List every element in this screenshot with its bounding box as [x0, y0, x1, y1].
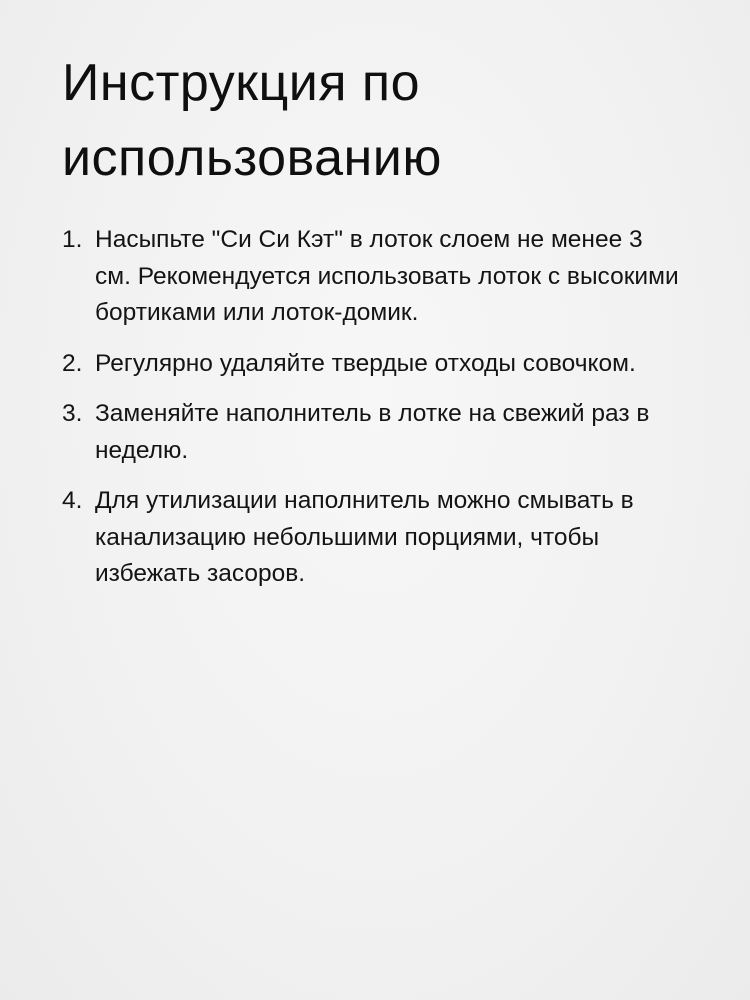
page-title — [62, 46, 702, 196]
step-number: 1. — [62, 226, 83, 253]
step-text: Регулярно удаляйте твердые отходы совочком. — [95, 349, 636, 377]
instruction-step-3 — [62, 396, 682, 469]
step-number: 4. — [62, 487, 83, 514]
page-title-line-1: Инструкция по — [62, 54, 421, 112]
step-text: Для утилизации наполнитель можно смывать в канализацию небольшими порциями, чтобы избежать засоров. — [95, 487, 634, 587]
instruction-steps-list — [62, 222, 682, 607]
step-text: Насыпьте "Си Си Кэт" в лоток слоем не менее 3 см. Рекомендуется использовать лоток с высокими бортиками или лоток-домик. — [95, 226, 679, 326]
instruction-step-4 — [62, 483, 682, 593]
page-title-line-2: использованию — [62, 128, 442, 187]
instruction-page — [62, 46, 702, 587]
step-number: 2. — [62, 349, 83, 377]
step-text: Заменяйте наполнитель в лотке на свежий раз в неделю. — [95, 400, 650, 464]
step-number: 3. — [62, 400, 83, 427]
instruction-step-2 — [62, 346, 682, 383]
instruction-step-1 — [62, 222, 682, 332]
